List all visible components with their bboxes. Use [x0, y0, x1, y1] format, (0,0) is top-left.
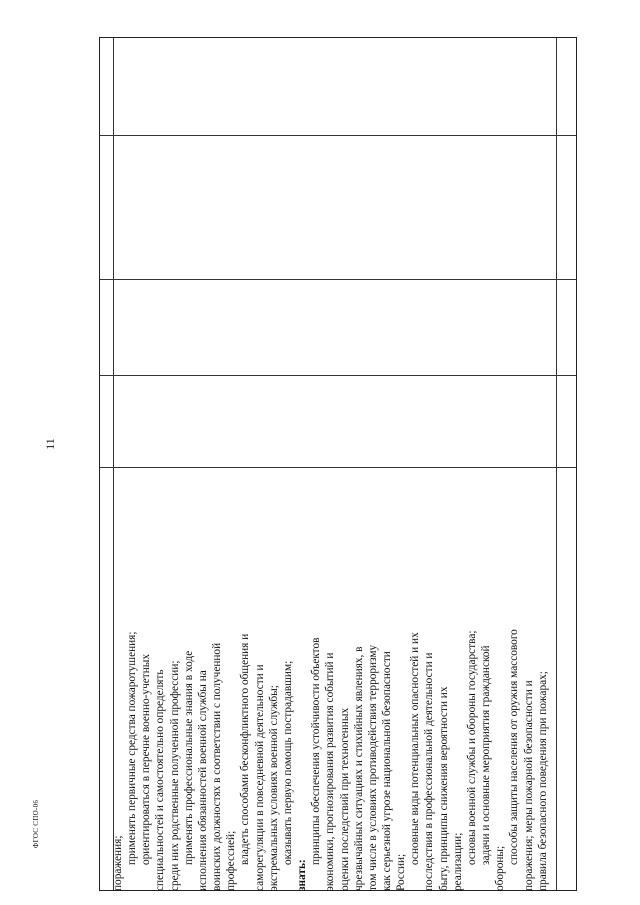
text-line: экономики, прогнозирования развития событий и	[324, 652, 337, 891]
text-line: экстремальных условиях военной службы;	[267, 685, 280, 891]
text-line: саморегуляции в повседневной деятельности и	[253, 664, 266, 891]
text-line: среди них родственные полученной профессии;	[168, 660, 181, 891]
text-line: воинских должностях в соответствии с полученной	[211, 642, 224, 891]
text-line: России;	[395, 853, 408, 891]
page-number: 11	[43, 438, 57, 450]
competency-text	[111, 471, 553, 891]
text-line: поражения;	[112, 835, 124, 891]
text-line: оказывать первую помощь пострадавшим;	[281, 660, 294, 865]
text-line: задачи и основные мероприятия гражданской	[480, 645, 493, 865]
table-row-divider	[100, 279, 576, 280]
text-line: правила безопасного поведения при пожарах;	[536, 671, 549, 891]
text-line: профессией;	[225, 830, 238, 891]
text-line: оценки последствий при техногенных	[338, 707, 351, 891]
text-line: применять первичные средства пожаротушения;	[126, 631, 139, 865]
text-line: как серьезной угрозе национальной безопасности	[380, 651, 393, 891]
text-line: специальностей и самостоятельно определять	[154, 669, 167, 891]
table-row-divider	[100, 135, 576, 136]
competency-text-cell	[111, 466, 553, 891]
text-line: последствия в профессиональной деятельности и	[423, 652, 436, 891]
text-line: исполнения обязанностей военной службы на	[196, 670, 209, 891]
table-row-divider	[100, 375, 576, 376]
text-line: ориентироваться в перечне военно-учетных	[140, 654, 153, 865]
text-line: основные виды потенциальных опасностей и их	[409, 632, 422, 865]
text-line: применять профессиональные знания в ходе	[182, 650, 195, 865]
text-line: быту, принципы снижения вероятности их	[437, 686, 450, 891]
text-line: принципы обеспечения устойчивости объектов	[310, 637, 323, 865]
text-line: реализации;	[451, 832, 464, 891]
text-line: основы военной службы и обороны государства;	[465, 630, 478, 865]
text-line: знать:	[296, 859, 309, 891]
footer-code: ФГОС СПО-06	[32, 799, 40, 849]
text-line: обороны;	[494, 845, 507, 891]
table-column-divider	[556, 38, 557, 890]
text-line: владеть способами бесконфликтного общения и	[239, 633, 252, 865]
text-line: способы защиты населения от оружия массового	[508, 629, 521, 865]
text-line: чрезвычайных ситуациях и стихийных явлениях, в	[352, 646, 365, 891]
text-line: поражения; меры пожарной безопасности и	[522, 680, 535, 891]
text-line: том числе в условиях противодействия терроризму	[366, 644, 379, 891]
